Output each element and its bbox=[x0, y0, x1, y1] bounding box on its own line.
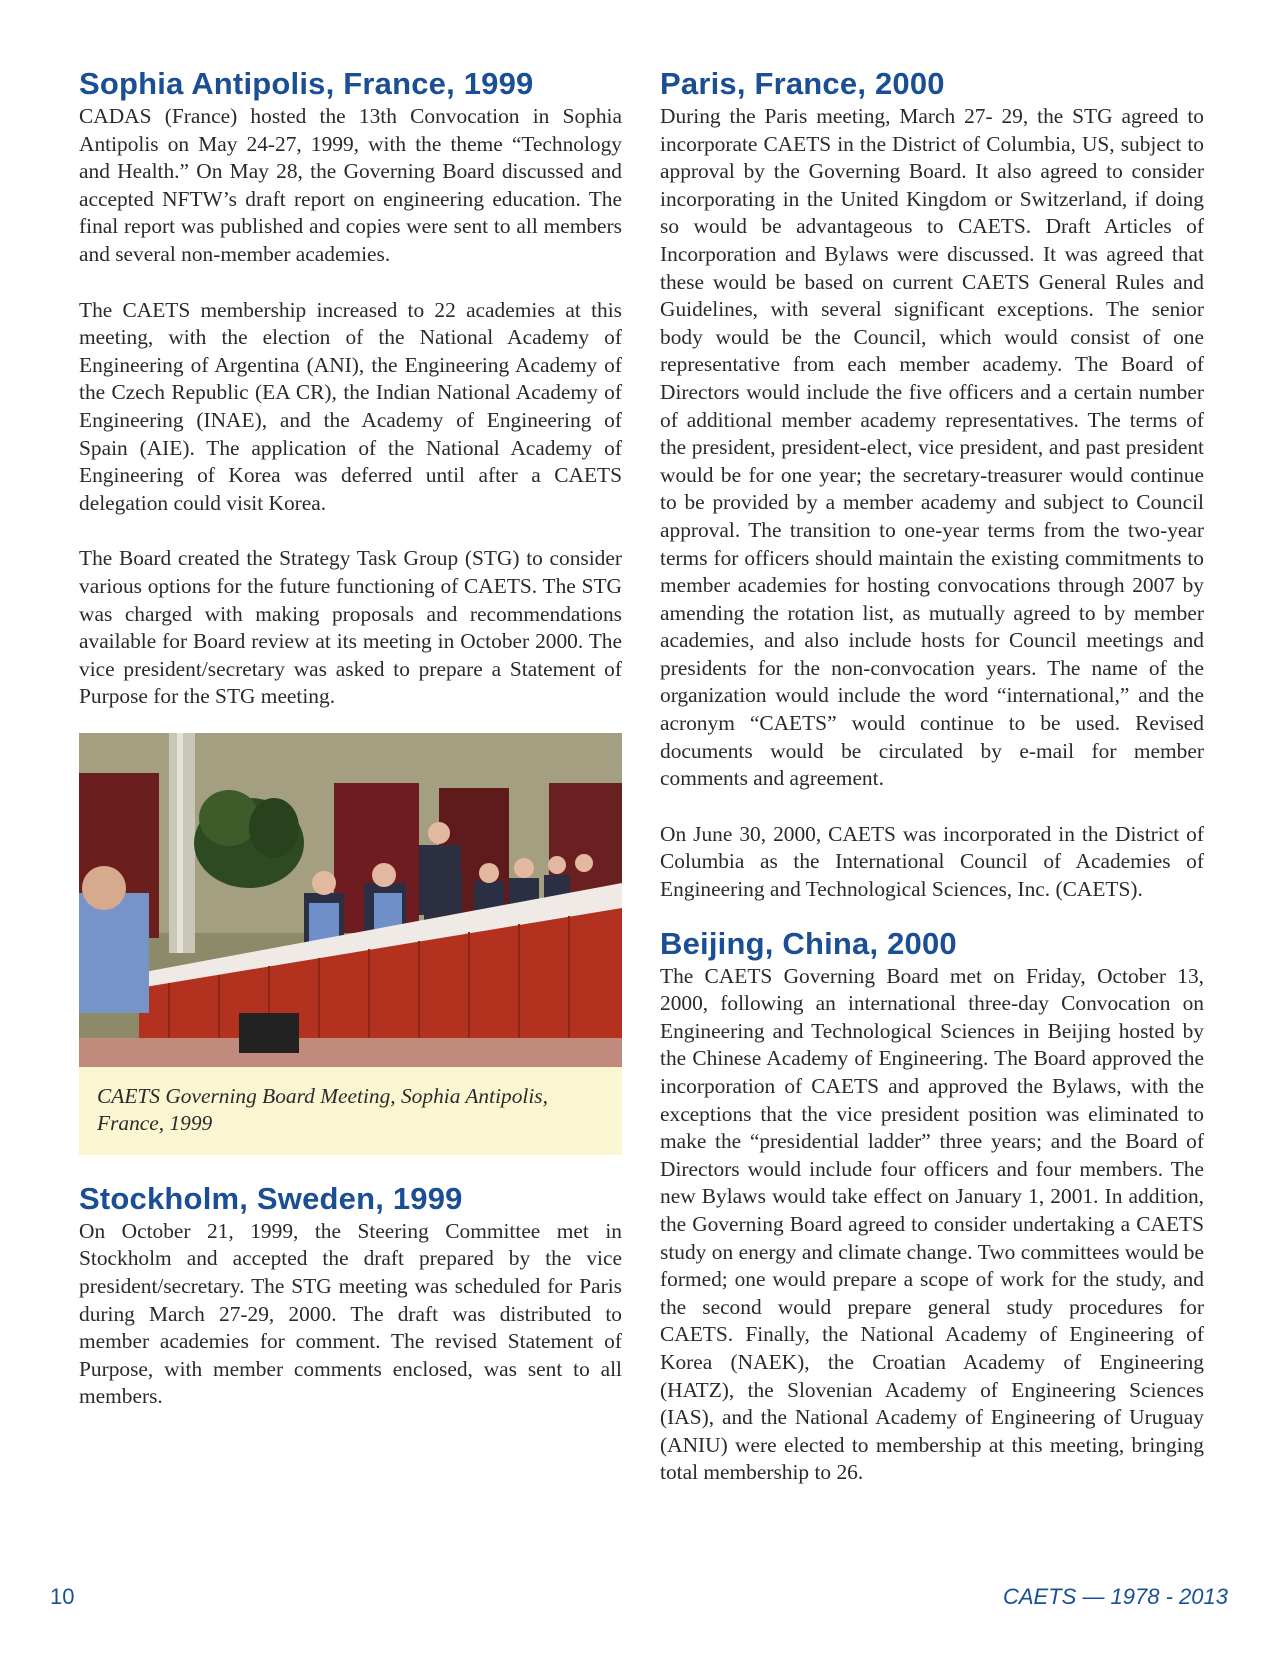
footer-title: CAETS — 1978 - 2013 bbox=[1002, 1584, 1228, 1609]
right-column bbox=[660, 66, 1204, 1515]
paragraph: The CAETS membership increased to 22 academies at this meeting, with the election of the National Academy of Engineering of Argentina (ANI), the Engineering Academy of the Czech Republic (EA CR), the Indian National Academy of Engineering (INAE), and the Academy of Engineering of Spain (AIE). The application of the National Academy of Engineering of Korea was deferred until after a CAETS delegation could visit Korea. bbox=[79, 297, 622, 515]
paragraph: On October 21, 1999, the Steering Committee met in Stockholm and accepted the draft prepared by the vice president/secretary. The STG meeting was scheduled for Paris during March 27-29, 2000. The draft was distributed to member academies for comment. The revised Statement of Purpose, with member comments enclosed, was sent to all members. bbox=[79, 1218, 622, 1409]
section-heading-sophia: Sophia Antipolis, France, 1999 bbox=[79, 66, 534, 101]
paragraph: CADAS (France) hosted the 13th Convocation in Sophia Antipolis on May 24-27, 1999, with the theme “Technology and Health.” On May 28, the Governing Board discussed and accepted NFTW’s draft report on engineering education. The final report was published and copies were sent to all members and several non-member academies. bbox=[79, 104, 622, 266]
board-meeting-photo bbox=[79, 733, 622, 1067]
paragraph: On June 30, 2000, CAETS was incorporated in the District of Columbia as the International Council of Academies of Engineering and Technological Sciences, Inc. (CAETS). bbox=[660, 821, 1204, 902]
figure-caption: CAETS Governing Board Meeting, Sophia Antipolis, France, 1999 bbox=[79, 1067, 622, 1155]
page-number: 10 bbox=[50, 1584, 75, 1609]
paragraph: The Board created the Strategy Task Group (STG) to consider various options for the future functioning of CAETS. The STG was charged with making proposals and recommendations available for Board review at its meeting in October 2000. The vice president/secretary was asked to prepare a Statement of Purpose for the STG meeting. bbox=[79, 546, 622, 709]
section-heading-paris: Paris, France, 2000 bbox=[660, 66, 945, 101]
paragraph: The CAETS Governing Board met on Friday, October 13, 2000, following an international three-day Convocation on Engineering and Technological Sciences in Beijing hosted by the Chinese Academy of Engineering. The Board approved the incorporation of CAETS and approved the Bylaws, with the exceptions that the vice president position was eliminated to make the “presidential ladder” three years; and the Board of Directors would include four officers and four members. The new Bylaws would take effect on January 1, 2001. In addition, the Governing Board agreed to consider undertaking a CAETS study on energy and climate change. Two committees would be formed; one would prepare a scope of work for the study, and the second would prepare general study procedures for CAETS. Finally, the National Academy of Engineering of Korea (NAEK), the Croatian Academy of Engineering (HATZ), the Slovenian Academy of Engineering Sciences (IAS), and the National Academy of Engineering of Uruguay (ANIU) were elected to membership at this meeting, bringing total membership to 26. bbox=[660, 963, 1204, 1485]
figure bbox=[79, 733, 622, 1155]
section-heading-stockholm: Stockholm, Sweden, 1999 bbox=[79, 1180, 463, 1216]
paragraph: During the Paris meeting, March 27- 29, the STG agreed to incorporate CAETS in the District of Columbia, US, subject to approval by the Governing Board. It also agreed to consider incorporating in the United Kingdom or Switzerland, if doing so would be advantageous to CAETS. Draft Articles of Incorporation and Bylaws were discussed. It was agreed that these would be based on current CAETS General Rules and Guidelines, with several significant exceptions. The senior body would be the Council, which would consist of one representative from each member academy. The Board of Directors would include the five officers and a certain number of additional member academy representatives. The terms of the president, president-elect, vice president, and past president would be for one year; the secretary-treasurer would continue to be provided by a member academy and subject to Council approval. The transition to one-year terms from the two-year terms for officers should maintain the existing commitments to member academies for hosting convocations through 2007 by amending the rotation list, as mutually agreed to by member academies, and also include hosts for Council meetings and presidents for the non-convocation years. The name of the organization would include the word “international,” and the acronym “CAETS” would continue to be used. Revised documents would be circulated by e-mail for member comments and agreement. bbox=[660, 104, 1204, 791]
section-heading-beijing: Beijing, China, 2000 bbox=[660, 925, 957, 961]
left-column bbox=[79, 66, 622, 1439]
